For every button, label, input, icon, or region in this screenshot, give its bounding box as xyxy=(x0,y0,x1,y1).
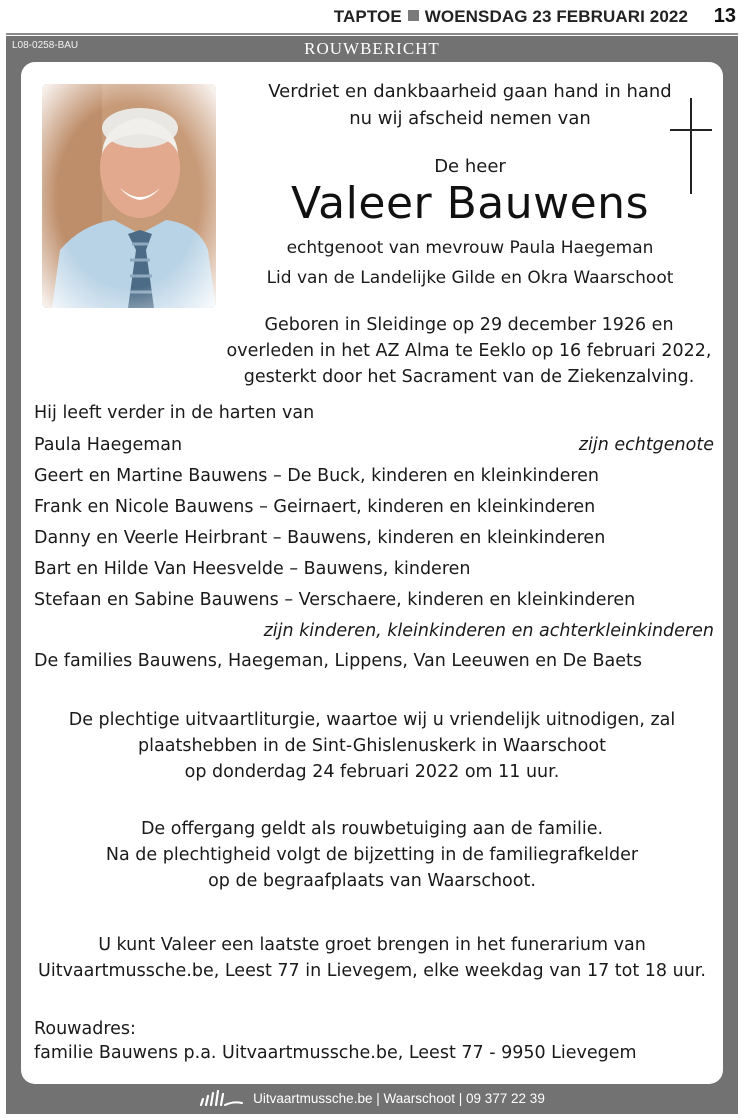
survivor-row xyxy=(34,497,714,517)
header-line xyxy=(334,7,688,27)
paper-name: TAPTOE xyxy=(333,7,402,26)
survivor-role: zijn echtgenote xyxy=(578,435,714,455)
cross-icon xyxy=(690,98,692,194)
survivor-names: Stefaan en Sabine Bauwens – Verschaere, kinderen en kleinkinderen xyxy=(34,590,636,610)
funeral-line: op donderdag 24 februari 2022 om 11 uur. xyxy=(184,762,560,782)
children-role: zijn kinderen, kleinkinderen en achterkleinkinderen xyxy=(263,621,714,641)
spouse-line: echtgenoot van mevrouw Paula Haegeman xyxy=(286,238,654,258)
deceased-name: Valeer Bauwens xyxy=(291,178,649,229)
photo-vignette xyxy=(42,84,216,308)
offering-line: De offergang geldt als rouwbetuiging aan de familie. xyxy=(140,819,604,839)
birth-line: Geboren in Sleidinge op 29 december 1926 en xyxy=(264,315,674,335)
survivor-row xyxy=(34,466,714,486)
intro-line: Verdriet en dankbaarheid gaan hand in hand xyxy=(268,81,672,102)
visit-text xyxy=(22,932,722,984)
newspaper-header xyxy=(0,0,744,34)
survivor-row xyxy=(34,528,714,548)
survivor-names: Paula Haegeman xyxy=(34,435,183,455)
funeral-home-footer xyxy=(0,1090,744,1112)
survivor-names: Danny en Veerle Heirbrant – Bauwens, kinderen en kleinkinderen xyxy=(34,528,606,548)
membership-line: Lid van de Landelijke Gilde en Okra Waarschoot xyxy=(266,268,674,288)
survivor-names: Frank en Nicole Bauwens – Geirnaert, kinderen en kleinkinderen xyxy=(34,497,596,517)
portrait-photo xyxy=(42,84,216,308)
funeral-home-logo-icon xyxy=(199,1090,243,1106)
section-label: ROUWBERICHT xyxy=(304,39,440,58)
birth-death-text xyxy=(222,312,716,390)
page-number: 13 xyxy=(713,5,736,27)
families-line: De families Bauwens, Haegeman, Lippens, Van Leeuwen en De Baets xyxy=(34,651,642,671)
address-label: Rouwadres: xyxy=(34,1019,136,1039)
survivors-intro: Hij leeft verder in de harten van xyxy=(34,403,315,423)
offering-line: Na de plechtigheid volgt de bijzetting in de familiegrafkelder xyxy=(105,845,639,865)
reference-code: L08-0258-BAU xyxy=(12,40,79,51)
intro-line: nu wij afscheid nemen van xyxy=(349,108,591,129)
funeral-line: plaatshebben in de Sint-Ghislenuskerk in Waarschoot xyxy=(138,736,606,756)
survivor-row xyxy=(34,590,714,610)
visit-line: U kunt Valeer een laatste groet brengen in het funerarium van xyxy=(98,935,646,955)
issue-date: WOENSDAG 23 FEBRUARI 2022 xyxy=(424,7,688,26)
visit-line: Uitvaartmussche.be, Leest 77 in Lievegem, elke weekdag van 17 tot 18 uur. xyxy=(38,961,706,981)
header-divider xyxy=(6,33,738,35)
mourning-address: familie Bauwens p.a. Uitvaartmussche.be, Leest 77 - 9950 Lievegem xyxy=(34,1043,637,1063)
funeral-text xyxy=(22,707,722,785)
survivor-names: Geert en Martine Bauwens – De Buck, kinderen en kleinkinderen xyxy=(34,466,600,486)
offering-text xyxy=(22,816,722,894)
footer-contact: Uitvaartmussche.be | Waarschoot | 09 377 22 39 xyxy=(253,1091,545,1106)
sacrament-line: gesterkt door het Sacrament van de Ziekenzalving. xyxy=(243,367,695,387)
survivor-names: Bart en Hilde Van Heesvelde – Bauwens, kinderen xyxy=(34,559,471,579)
square-separator-icon xyxy=(408,10,419,21)
death-line: overleden in het AZ Alma te Eeklo op 16 februari 2022, xyxy=(226,341,712,361)
honorific: De heer xyxy=(434,156,506,177)
survivor-row xyxy=(34,435,714,455)
offering-line: op de begraafplaats van Waarschoot. xyxy=(208,871,536,891)
survivor-row xyxy=(34,559,714,579)
intro-text xyxy=(262,78,678,132)
funeral-line: De plechtige uitvaartliturgie, waartoe wij u vriendelijk uitnodigen, zal xyxy=(68,710,676,730)
